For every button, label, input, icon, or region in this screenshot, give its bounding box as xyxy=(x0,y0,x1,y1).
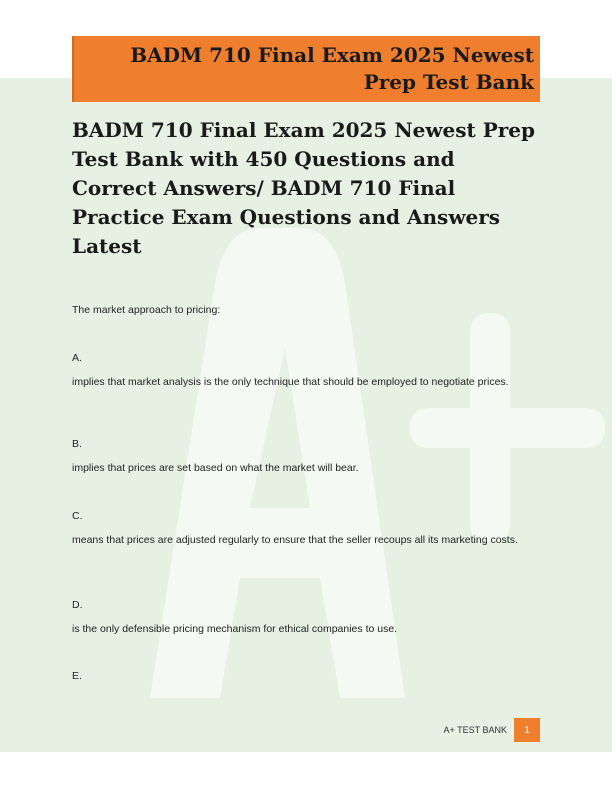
option-c-text: means that prices are adjusted regularly to ensure that the seller recoups all its marketing costs. xyxy=(72,534,518,546)
document-title: BADM 710 Final Exam 2025 Newest Prep Test Bank with 450 Questions and Correct Answers/ BADM 710 Final Practice Exam Questions and Answers Latest xyxy=(72,118,536,258)
option-b-text: implies that prices are set based on what the market will bear. xyxy=(72,462,359,474)
header-title: BADM 710 Final Exam 2025 Newest Prep Test Bank xyxy=(130,43,534,94)
option-d-letter: D. xyxy=(72,599,83,611)
header-bar xyxy=(72,36,540,102)
page-number: 1 xyxy=(514,718,540,742)
footer-label: A+ TEST BANK xyxy=(443,725,507,735)
option-e-letter: E. xyxy=(72,670,82,682)
option-d-text: is the only defensible pricing mechanism for ethical companies to use. xyxy=(72,623,398,635)
question-text: The market approach to pricing: xyxy=(72,304,221,316)
option-b-letter: B. xyxy=(72,438,82,450)
option-c-letter: C. xyxy=(72,510,83,522)
option-a-text: implies that market analysis is the only technique that should be employed to negotiate prices. xyxy=(72,376,509,388)
option-a-letter: A. xyxy=(72,352,82,364)
